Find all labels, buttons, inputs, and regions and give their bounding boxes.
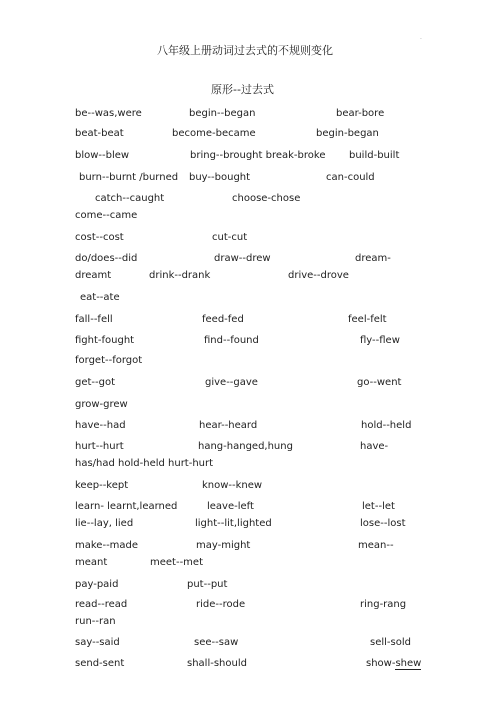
- verb-entry: begin--began: [189, 108, 256, 119]
- verb-entry: forget--forgot: [75, 355, 143, 366]
- verb-entry: meet--met: [150, 557, 203, 568]
- verb-entry: dream-: [355, 253, 391, 264]
- verb-entry: light--lit,lighted: [195, 518, 272, 529]
- verb-entry: eat--ate: [80, 292, 120, 303]
- verb-entry: burn--burnt /burned: [79, 172, 179, 183]
- verb-entry: cut-cut: [212, 232, 248, 243]
- verb-entry: hear--heard: [199, 420, 258, 431]
- verb-entry: pay-paid: [75, 579, 119, 590]
- verb-entry: ring-rang: [360, 599, 407, 610]
- verb-entry: put--put: [187, 579, 228, 590]
- page-title: 八年级上册动词过去式的不规则变化: [157, 44, 333, 57]
- verb-entry: ride--rode: [196, 599, 246, 610]
- verb-entry: be--was,were: [75, 108, 142, 119]
- verb-entry: fly--flew: [360, 335, 400, 346]
- verb-entry: begin-began: [316, 128, 379, 139]
- verb-entry: feed-fed: [202, 314, 244, 325]
- verb-entry: blow--blew: [75, 150, 130, 161]
- verb-entry: come--came: [75, 210, 138, 221]
- verb-entry: bring--brought break-broke: [190, 150, 326, 161]
- verb-entry: have--had: [75, 420, 126, 431]
- verb-entry: hold--held: [361, 420, 412, 431]
- verb-entry: catch--caught: [95, 193, 165, 204]
- verb-entry: let--let: [362, 501, 395, 512]
- verb-entry: has/had hold-held hurt-hurt: [75, 458, 214, 469]
- verb-entry: fight-fought: [75, 335, 135, 346]
- verb-entry: can-could: [326, 172, 375, 183]
- verb-entry: become-became: [172, 128, 256, 139]
- verb-entry: buy--bought: [189, 172, 251, 183]
- verb-entry: get--got: [75, 377, 116, 388]
- verb-entry: fall--fell: [75, 314, 113, 325]
- verb-entry: hurt--hurt: [75, 441, 124, 452]
- verb-entry: go--went: [357, 377, 402, 388]
- verb-entry: learn- learnt,learned: [75, 501, 178, 512]
- verb-entry: say--said: [75, 637, 120, 648]
- verb-entry: sell-sold: [370, 637, 411, 648]
- verb-entry: leave-left: [207, 501, 254, 512]
- verb-entry: may-might: [196, 540, 251, 551]
- verb-entry: find--found: [204, 335, 259, 346]
- verb-entry: know--knew: [202, 480, 263, 491]
- verb-entry: keep--kept: [75, 480, 129, 491]
- underlined-word: shew: [395, 658, 422, 669]
- verb-entry: give--gave: [205, 377, 258, 388]
- verb-entry: send-sent: [75, 658, 125, 669]
- verb-entry: cost--cost: [75, 232, 124, 243]
- verb-entry: read--read: [75, 599, 128, 610]
- verb-entry: hang-hanged,hung: [198, 441, 293, 452]
- verb-entry: lie--lay, lied: [75, 518, 134, 529]
- verb-entry: meant: [75, 557, 108, 568]
- verb-entry: lose--lost: [360, 518, 406, 529]
- verb-entry: run--ran: [75, 616, 116, 627]
- verb-entry: have-: [360, 441, 389, 452]
- verb-entry: beat-beat: [75, 128, 124, 139]
- verb-entry: grow-grew: [75, 399, 128, 410]
- verb-entry: dreamt: [75, 270, 112, 281]
- verb-entry: bear-bore: [336, 108, 385, 119]
- verb-entry: choose-chose: [232, 193, 301, 204]
- verb-entry: drink--drank: [149, 270, 211, 281]
- verb-entry: build-built: [349, 150, 400, 161]
- verb-entry: feel-felt: [348, 314, 387, 325]
- verb-entry: mean--: [358, 540, 394, 551]
- verb-entry: see--saw: [194, 637, 239, 648]
- corner-mark: .: [420, 34, 422, 41]
- page-subtitle: 原形--过去式: [211, 83, 274, 96]
- verb-entry: do/does--did: [75, 253, 138, 264]
- verb-entry: show-shew: [366, 658, 422, 669]
- verb-entry: drive--drove: [288, 270, 349, 281]
- verb-entry: make--made: [75, 540, 139, 551]
- verb-entry: shall-should: [187, 658, 247, 669]
- verb-entry: draw--drew: [214, 253, 271, 264]
